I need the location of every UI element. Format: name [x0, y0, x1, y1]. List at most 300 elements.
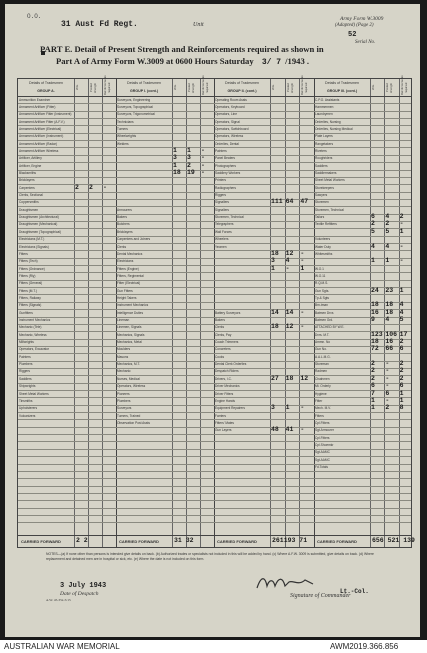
entry-value: 4	[385, 213, 390, 221]
trade-label: Sawyers	[315, 193, 328, 198]
entry-value: 2	[399, 338, 404, 346]
trade-label: Fitters (M.T.)	[19, 288, 37, 293]
trade-label: Fd.Totals	[315, 465, 328, 469]
trade-label: Ammunition Examiner	[19, 97, 51, 102]
entry-value: 18	[385, 301, 394, 309]
entry-value: 48	[271, 426, 279, 434]
unit-name: 31 Aust Fd Regt.	[61, 20, 138, 29]
trade-label: Storeman	[315, 362, 329, 367]
form-subtitle: (Adapted) (Page 2)	[335, 23, 374, 28]
trade-label: Fitters, Railway	[19, 295, 41, 300]
subcolumn-header: Posted strength	[89, 82, 97, 93]
column-divider	[88, 79, 89, 547]
trade-label: Sheet Metal Workers	[19, 391, 49, 396]
trade-label: Drivers, I.C.	[215, 376, 232, 381]
entry-value: 1	[399, 389, 404, 397]
trade-label: Moulders	[117, 347, 131, 352]
trade-label: Storemen	[315, 200, 329, 205]
part-e-title-line1: PART E. Detail of Present Strength and Reinforcements required as shown in	[40, 44, 324, 54]
trade-label: Panel Beaters	[215, 156, 236, 161]
entry-value: 5	[371, 227, 375, 235]
signature-label: Signature of Commander	[290, 593, 351, 599]
row-divider	[18, 515, 411, 516]
trade-label: Sgt.AAMC	[315, 450, 330, 455]
trade-label: Cpl.Fitters	[315, 420, 330, 425]
entry-value: -	[385, 382, 390, 390]
trade-label: Clerks, Pay	[215, 332, 232, 337]
entry-value: 1	[371, 396, 375, 404]
trade-label: Plumbers	[19, 362, 33, 367]
carried-forward-label: CARRIED FORWARD	[217, 539, 257, 544]
trade-label: Fitters, Regimental	[117, 273, 144, 278]
entry-value: 4	[399, 308, 404, 316]
trade-label: Driver Fitters	[215, 391, 234, 396]
entry-value: 123	[371, 330, 383, 338]
row-divider	[18, 508, 411, 509]
trade-label: Tp.& Sgts	[315, 295, 329, 300]
entry-value: 1	[399, 396, 404, 404]
trade-label: Fitters (Ordnance)	[19, 266, 45, 271]
entry-value: 18	[271, 249, 279, 257]
entry-value: -	[201, 161, 205, 169]
entry-value: -	[201, 146, 205, 154]
trade-label: Rangetakers	[315, 141, 334, 146]
trade-label: Signallers	[215, 200, 229, 205]
trade-label: Equipment Repairers	[215, 406, 245, 411]
trade-label: Surveyors, Topographical	[117, 104, 153, 109]
trade-label: Surveyors	[117, 406, 132, 411]
trade-label: Fitters (General)	[19, 281, 43, 286]
trade-label: Lineman	[117, 318, 130, 322]
trade-label: Draughtsmen (Mechanical)	[19, 222, 58, 227]
trade-label: Concreters	[215, 347, 231, 352]
trade-label: Operators, Wireless	[117, 384, 146, 389]
column-group-header: GROUP I. (cont.)	[129, 89, 159, 93]
trade-label: Armament Artificer (Instrument)	[19, 134, 64, 139]
entry-value: 72	[371, 345, 379, 353]
entry-value: 6	[371, 213, 375, 221]
column-group-header: GROUP III. (cont.)	[326, 89, 358, 93]
trade-label: Signallers	[215, 207, 229, 212]
trade-label: Fitters	[19, 251, 28, 256]
entry-value: 47	[300, 198, 309, 206]
entry-value: -	[385, 396, 390, 404]
entry-value: -	[285, 264, 290, 272]
trade-label: Millwrights	[19, 340, 34, 345]
entry-value: 1	[371, 257, 375, 265]
entry-value: 5	[385, 227, 390, 235]
entry-value: 18	[385, 308, 394, 316]
entry-value: 12	[300, 374, 309, 382]
entry-value: 1	[371, 404, 375, 412]
unit-label: Unit	[193, 22, 204, 28]
trade-label: Orderlies, Nursing Medical	[315, 126, 353, 131]
trade-label: ATTACHED BY W.E.	[315, 325, 345, 330]
carried-forward-label: CARRIED FORWARD	[21, 539, 61, 544]
trade-label: Sgt.Armourer	[315, 428, 334, 433]
entry-value: 17	[399, 330, 408, 338]
trade-label: Fitter	[315, 398, 323, 403]
entry-value: -	[399, 220, 404, 228]
entry-value: -	[103, 183, 107, 191]
subcolumn-header: W.E.	[371, 84, 375, 91]
trade-label: Plate Layers	[315, 134, 333, 139]
trade-label: Whitesmiths	[315, 251, 333, 256]
entry-value: 24	[371, 286, 379, 294]
entry-value: 2	[75, 183, 79, 191]
entry-value: 2	[385, 404, 390, 412]
trade-label: Fitters	[315, 413, 324, 418]
trade-label: Bm-tman	[315, 303, 328, 308]
subcolumn-header: W.E.	[271, 84, 275, 91]
entry-value: 1	[385, 257, 390, 265]
entry-value: 2	[371, 220, 375, 228]
subcolumn-header: Posted strength	[285, 82, 294, 93]
row-divider	[18, 522, 411, 523]
trade-label: Wheelers	[215, 237, 229, 242]
entry-value: 3	[187, 154, 191, 162]
entry-value: 4	[399, 301, 404, 309]
commander-rank: Lt.-Col.	[340, 588, 369, 595]
entry-value: 9	[371, 316, 375, 323]
trade-label: Storemen, Technical	[215, 215, 244, 220]
trade-label: Sheet Metal Workers	[315, 178, 345, 183]
entry-value: 66	[385, 345, 394, 353]
column-header: Details of Tradesmen	[127, 81, 161, 85]
trade-label: Dvrs. M.T.	[315, 332, 330, 337]
trade-label: Carpenters and Joiners	[117, 237, 151, 242]
trade-label: Bakers	[215, 318, 225, 322]
entry-value: 1	[300, 264, 305, 272]
entry-value: -	[201, 169, 205, 176]
trade-label: Artificer, Artillery	[19, 156, 42, 161]
trade-label: Riggers	[19, 369, 30, 374]
entry-value: 6	[385, 389, 390, 397]
trade-label: Riveters	[315, 148, 327, 153]
entry-value: 16	[371, 308, 379, 316]
trade-label: Armament Artificer Fitter (A.F.V.)	[19, 119, 65, 124]
trade-label: Fitters (Rly)	[19, 273, 36, 278]
subcolumn-header: W.E.	[75, 84, 79, 91]
trade-label: Welders	[117, 141, 129, 146]
despatch-date: 3 July 1943	[60, 582, 107, 590]
trade-label: Mechanics, Signals	[117, 332, 145, 337]
column-group-header: GROUP II. (cont.)	[227, 89, 257, 93]
trade-label: Cpl.Shoemkr	[315, 442, 334, 447]
trade-label: Armourers	[117, 207, 132, 212]
trade-label: Gunfitters	[19, 310, 33, 315]
entry-value: 18	[285, 374, 294, 382]
entry-value: 6	[371, 382, 375, 390]
entry-value: 1	[173, 161, 177, 169]
corner-stamp: O.O.	[27, 13, 42, 20]
row-divider	[18, 486, 411, 487]
entry-value: 5	[399, 316, 404, 323]
trade-label: Instrument Mechanics	[117, 303, 149, 308]
trade-label: Clerks, Sectional	[19, 193, 43, 198]
trade-label: Gun Fitters	[117, 288, 133, 293]
trade-label: Observation Post Assts	[117, 420, 150, 425]
trade-label: Gun Sgts.	[315, 288, 330, 293]
trade-label: Cpl.Fitters	[315, 435, 330, 440]
trade-label: Bricklayers	[117, 229, 133, 234]
entry-value: 18	[371, 301, 379, 309]
archive-id: AWM2019.366.856	[330, 642, 399, 651]
trade-label: W.O.11	[315, 273, 326, 278]
entry-value: 106	[385, 330, 398, 338]
trade-label: Mechanic (Tele)	[19, 325, 42, 330]
trade-label: Clerks	[215, 325, 225, 330]
entry-value: 2	[89, 183, 93, 191]
trade-label: Engine Hands	[215, 398, 236, 403]
trade-label: Electricians	[117, 259, 134, 264]
serial-value: 52	[348, 31, 357, 39]
trade-label: Operating Room Assts	[215, 97, 247, 102]
entry-value: -	[300, 257, 305, 265]
trade-label: Storemen, Technical	[315, 207, 344, 212]
entry-value: 1	[399, 286, 404, 294]
trade-label: Saddlers	[19, 376, 32, 381]
trade-label: Armament Artificer Fitter (Instrument)	[19, 112, 72, 117]
trade-label: C.P.O. Assistants	[315, 97, 340, 102]
trade-label: Battery Surveyors	[215, 310, 241, 315]
trade-label: Fitters (Tech)	[19, 259, 38, 264]
trade-label: Tailors	[315, 215, 325, 220]
trade-label: Mechanic	[117, 369, 131, 374]
trade-label: Clerks	[117, 244, 127, 249]
trade-label: Intelligence Duties	[117, 310, 144, 315]
trade-label: Plumbers	[117, 398, 131, 403]
entry-value: 1	[173, 146, 177, 154]
entry-value: 4	[385, 316, 390, 323]
row-divider	[18, 493, 411, 494]
trade-label: Laundrymen	[315, 112, 333, 117]
column-header: Details of Tradesmen	[325, 81, 359, 85]
subcolumn-header: Reinforcements required	[399, 75, 408, 95]
entry-value: -	[385, 360, 390, 368]
trade-label: Roughriders	[315, 156, 333, 161]
trade-label: W.O.1	[315, 266, 324, 271]
trade-label: Bricklayers	[19, 178, 35, 183]
entry-value: 2	[399, 367, 404, 375]
entry-value: -	[201, 154, 205, 162]
trade-label: Mech. M.V.	[315, 406, 331, 411]
trade-label: Shipwrights	[19, 384, 36, 389]
entry-value: 19	[187, 169, 195, 176]
trade-label: Operators, Signal	[215, 119, 240, 124]
print-code: A.W. 45-35x-5/15	[46, 598, 71, 602]
trade-label: Textile Refitters	[315, 222, 337, 227]
trade-label: Operators, Switchboard	[215, 126, 249, 131]
trade-label: Telegraphers	[215, 222, 234, 227]
trade-label: Coppersmiths	[19, 200, 39, 205]
entry-value: 2	[187, 161, 191, 169]
trade-label: Operators, Line	[215, 112, 237, 117]
trade-label: Dental Clerk Orderlies	[215, 362, 247, 367]
entry-value: -	[385, 374, 390, 382]
trade-label: Electricians (Signals)	[19, 244, 49, 249]
trade-label: Chainmen	[315, 376, 330, 381]
trade-label: Masons	[117, 354, 129, 359]
serial-label: Serial No.	[355, 40, 376, 45]
signature-scribble	[255, 574, 315, 592]
entry-value: 1	[187, 146, 191, 154]
row-divider	[18, 471, 411, 472]
entry-value: 4	[371, 242, 375, 250]
trade-label: Surveyors, Trigonometrical	[117, 112, 155, 117]
trade-label: Gun No.	[315, 347, 327, 352]
trade-label: Fitter (Electrical)	[117, 281, 141, 286]
trade-label: Saddlery Workers	[215, 171, 241, 175]
entry-value: 2	[399, 213, 404, 221]
trade-label: Turners	[117, 126, 128, 131]
trade-label: Despatch Riders	[215, 369, 239, 374]
trade-label: Riggers	[215, 193, 226, 198]
trade-label: Draughtsmen	[19, 207, 39, 212]
entry-value: 18	[173, 169, 181, 176]
trade-label: Tinsmiths	[19, 398, 33, 403]
trade-label: Cooks	[215, 354, 225, 359]
trade-label: Operators, Keyboard	[215, 104, 245, 109]
despatch-date-label: Date of Despatch	[60, 591, 99, 597]
trade-label: Butchers	[117, 222, 130, 227]
entry-value: 111	[271, 198, 283, 206]
subcolumn-header: W.E.	[173, 84, 177, 91]
trade-label: Carpenters	[19, 185, 35, 190]
carried-forward-value: 31 32	[174, 537, 194, 544]
entry-value: 2	[371, 374, 375, 382]
entry-value: 14	[271, 308, 279, 316]
carried-forward-label: CARRIED FORWARD	[119, 539, 159, 544]
trade-label: Storekeepers	[315, 185, 334, 190]
trade-label: Wall Forces	[215, 229, 232, 234]
trade-label: Armament Artificer (Fitter)	[19, 104, 56, 109]
form-notes: NOTES—(a) If none other than persons is intended give details on back. (b) Authorized trades or specialists not included in this will be added by hand. (c) Where A.F.W. 3009 is submitted, give details on back. (d) Where replacement and detained men are in hospital or sick, etc. (e) Where the date is not included on this form.	[46, 552, 374, 561]
trade-label: Mechanics, M.T.	[117, 362, 141, 367]
trade-label: Water Duty	[315, 244, 331, 249]
trade-label: Draughtsmen (Architectural)	[19, 215, 59, 220]
trade-label: Operators, Excavator	[19, 347, 50, 352]
trade-label: Operators, Wireless	[215, 134, 244, 139]
entry-value: -	[300, 249, 305, 257]
trade-label: Batmen Drvs	[315, 310, 334, 315]
trade-label: Mechanic, Wireless	[19, 332, 47, 337]
subcolumn-header: Reinforcements required	[103, 75, 111, 95]
trade-label: Wheelwrights	[117, 134, 137, 139]
entry-value: 12	[285, 249, 294, 257]
trade-label: Fitters (Signals)	[19, 303, 42, 308]
entry-value: -	[399, 242, 404, 250]
row-divider	[18, 478, 411, 479]
entry-value: 3	[271, 257, 275, 265]
trade-label: Mt. Orderly	[315, 384, 331, 389]
trade-label: Armament Artificer (Electrical)	[19, 126, 62, 131]
trade-label: Radmen	[315, 369, 328, 374]
entry-value: -	[300, 404, 305, 412]
trade-label: Coach Trimmers	[215, 340, 239, 345]
trade-label: R.Q.M.S.	[315, 281, 329, 286]
entry-value: 3	[271, 404, 275, 412]
trade-label: Technicians	[117, 119, 134, 124]
trade-label: Painters	[215, 148, 227, 153]
trade-label: Fitters (Engine)	[117, 266, 139, 271]
title-line2-text: Part A of Army Form W.3009 at 0600 Hours Saturday	[56, 56, 254, 66]
trade-label: Radiographers	[215, 185, 236, 190]
trade-label: Volunteers	[315, 237, 331, 242]
trade-label: Turners, Trained	[117, 413, 141, 418]
trade-label: Gun Layers	[215, 428, 232, 433]
entry-value: 14	[285, 308, 294, 316]
trade-label: Artificer, Engine	[19, 163, 42, 168]
trade-label: Dental Mechanics	[117, 251, 143, 256]
subcolumn-header: Posted strength	[187, 82, 195, 93]
entry-value: 12	[285, 323, 294, 331]
entry-value: 8	[399, 404, 404, 412]
carried-forward-value: 656 521 139	[372, 537, 415, 544]
carried-forward-value: 261193 71	[272, 537, 308, 544]
column-group-header: GROUP A.	[37, 89, 55, 93]
trade-label: Driver Mechanics	[215, 384, 240, 389]
entry-value: 2	[371, 360, 375, 368]
entry-value: 2	[371, 367, 375, 375]
trade-label: Upholsterers	[19, 406, 38, 411]
trade-label: Printers	[215, 178, 226, 183]
entry-value: -	[300, 323, 305, 331]
entry-value: 2	[385, 220, 390, 228]
entry-value: 23	[385, 286, 394, 294]
trade-label: Bakers	[117, 215, 127, 220]
entry-value: 1	[285, 404, 290, 412]
trade-label: Armament Artificer Wireless	[19, 148, 59, 153]
entry-value: -	[300, 426, 305, 434]
entry-value: 41	[285, 426, 294, 434]
trade-label: Electricians (M.T.)	[19, 237, 45, 242]
trade-label: Photographers	[215, 163, 236, 168]
trade-label: Ammn. No	[315, 340, 331, 345]
entry-value: 6	[399, 382, 404, 390]
trade-label: Yeomen	[215, 244, 227, 249]
trade-label: Painters	[19, 354, 31, 359]
carried-forward-label: CARRIED FORWARD	[317, 539, 357, 544]
trade-label: Orderlies, Nursing	[315, 119, 341, 124]
trade-label: Sgt.AAMC	[315, 457, 330, 462]
trade-label: Fitters' Mates	[215, 420, 235, 425]
trade-label: Orderlies, Dental	[215, 141, 239, 146]
row-divider	[18, 500, 411, 501]
trade-label: Batmen Grd.	[315, 318, 334, 322]
date-year: /1943 .	[285, 56, 310, 66]
column-divider	[74, 79, 75, 547]
entry-value: 1	[399, 227, 404, 235]
subcolumn-header: Reinforcements required	[201, 75, 209, 95]
carried-forward-divider	[18, 535, 411, 536]
trade-label: Vulcanizers	[19, 413, 36, 418]
entry-value: 7	[371, 389, 375, 397]
entry-value: 27	[271, 374, 279, 382]
trade-label: Armament Artificer (Radar)	[19, 141, 57, 146]
entry-value: 6	[399, 345, 404, 353]
row-divider	[18, 258, 411, 259]
entry-value: -	[385, 367, 390, 375]
trade-label: Mechanics, Metal	[117, 340, 142, 345]
column-header: Details of Tradesmen	[29, 81, 63, 85]
archive-name: AUSTRALIAN WAR MEMORIAL	[4, 642, 120, 651]
entry-value: 4	[385, 242, 390, 250]
entry-value: 4	[285, 257, 290, 265]
trade-label: Nurses, Medical	[117, 376, 140, 381]
entry-value: -	[399, 257, 404, 265]
part-e-title-line2	[56, 56, 309, 67]
